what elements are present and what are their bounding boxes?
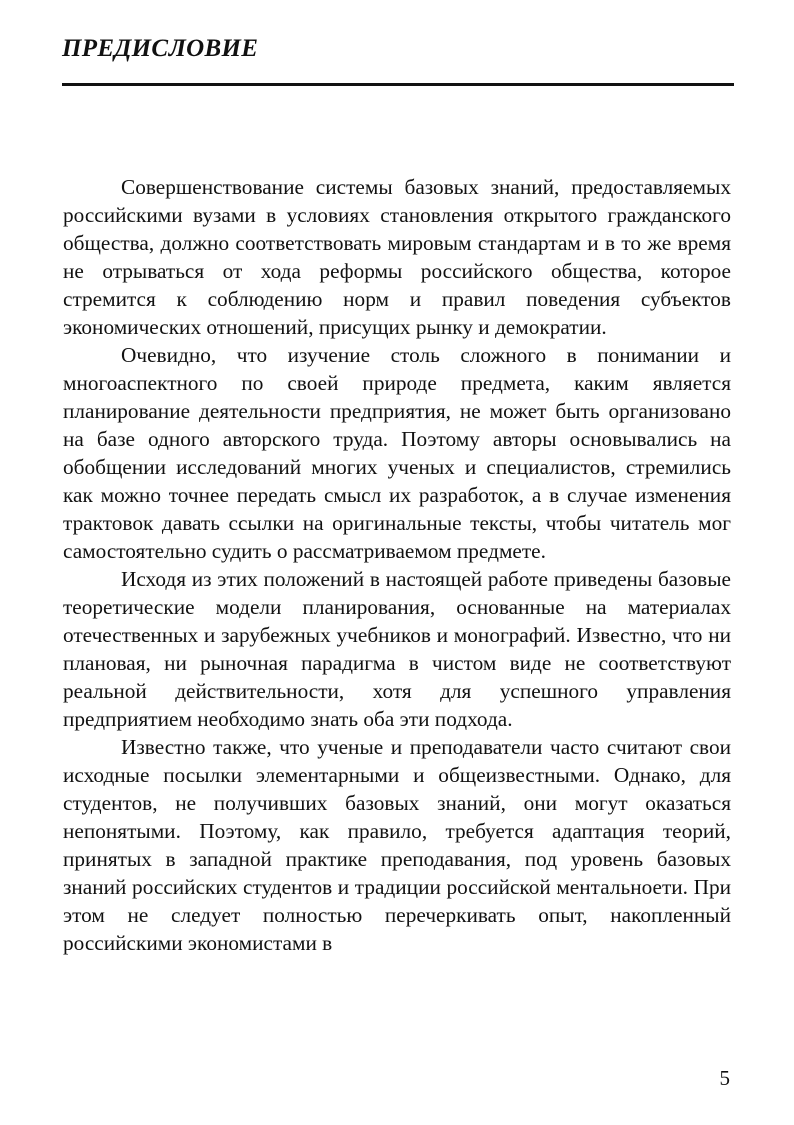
paragraph-4: Известно также, что ученые и преподаватели часто считают свои исходные посылки элементарными и общеизвестными. Однако, для студентов, не получивших базовых знаний, они могут оказаться непонятыми. Поэтому, как правило, требуется адаптация теорий, принятых в западной практике преподавания, под уровень базовых знаний российских студентов и традиции российской ментальноети. При этом не следует полностью перечеркивать опыт, накопленный российскими экономистами в <box>63 735 731 955</box>
paragraph-1: Совершенствование системы базовых знаний, предоставляемых российскими вузами в условиях становления открытого гражданского общества, должно соответствовать мировым стандартам и в то же время не отрываться от хода реформы российского общества, которое стремится к соблюдению норм и правил поведения субъектов экономических отношений, присущих рынку и демократии. <box>63 175 731 339</box>
paragraph-2: Очевидно, что изучение столь сложного в понимании и многоаспектного по своей природе предмета, каким является планирование деятельности предприятия, не может быть организовано на базе одного авторского труда. Поэтому авторы основывались на обобщении исследований многих ученых и специалистов, стремились как можно точнее передать смысл их разработок, а в случае изменения трактовок давать ссылки на оригинальные тексты, чтобы читатель мог самостоятельно судить о рассматриваемом предмете. <box>63 343 731 563</box>
header-rule <box>62 83 734 86</box>
page-header <box>62 36 734 61</box>
page-number: 5 <box>719 1066 730 1090</box>
chapter-title: ПРЕДИСЛОВИЕ <box>62 35 259 62</box>
paragraph-3: Исходя из этих положений в настоящей работе приведены базовые теоретические модели планирования, основанные на материалах отечественных и зарубежных учебников и монографий. Известно, что ни плановая, ни рыночная парадигма в чистом виде не соответствуют реальной действительности, хотя для успешного управления предприятием необходимо знать оба эти подхода. <box>63 567 731 731</box>
body-text <box>63 173 731 957</box>
